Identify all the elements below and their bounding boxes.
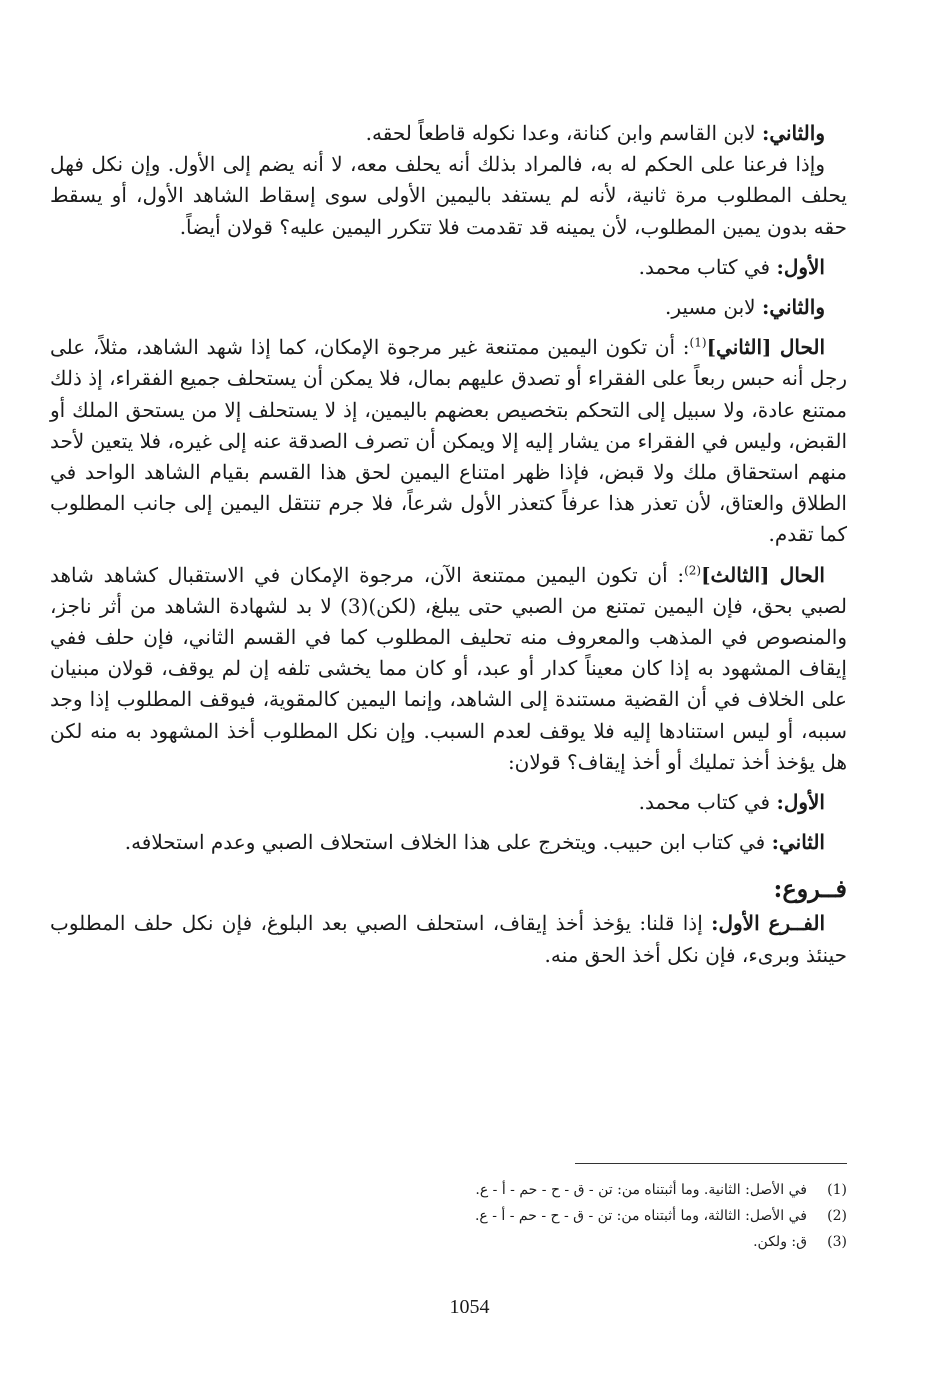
paragraph-lead: الفــرع الأول: <box>711 911 826 936</box>
paragraph-text: في كتاب ابن حبيب. ويتخرج على هذا الخلاف استحلاف الصبي وعدم استحلافه. <box>124 830 772 855</box>
paragraph-text: لابن مسير. <box>665 295 762 320</box>
paragraph-first-branch <box>50 908 847 970</box>
footnote-number: (1) <box>827 1182 847 1198</box>
footnote-ref[interactable]: (1) <box>689 335 707 350</box>
paragraph-first-view-2 <box>50 787 847 818</box>
footnote-divider <box>575 1163 847 1164</box>
footnote-text: في الأصل: الثانية. وما أثبتناه من: تن - ق - ح - حم - أ - ع. <box>475 1182 807 1198</box>
paragraph-text: في كتاب محمد. <box>638 254 777 279</box>
paragraph-second-view-2 <box>50 827 847 858</box>
footnotes <box>50 1177 847 1255</box>
paragraph-text: إذا قلنا: يؤخذ أخذ إيقاف، استحلف الصبي بعد البلوغ، فإن نكل حلف المطلوب حينئذ وبرىء، فإن نكل أخذ الحق منه. <box>50 911 847 967</box>
paragraph-second-opinion <box>50 118 847 149</box>
footnote-number: (3) <box>827 1234 847 1250</box>
footnote-item <box>50 1177 847 1203</box>
footnote-item <box>50 1203 847 1229</box>
paragraph-lead: الحال [الثالث] <box>701 562 825 587</box>
section-heading: فــروع: <box>773 874 847 904</box>
paragraph-lead: الثاني: <box>771 830 825 855</box>
footnote-text: ق: ولكن. <box>753 1234 807 1250</box>
paragraph-second-view <box>50 292 847 323</box>
paragraph-text: وإذا فرعنا على الحكم له به، فالمراد بذلك أنه يحلف معه، لا أنه يضم إلى الأول. وإن نكل فهل يحلف المطلوب مرة ثانية، لأنه لم يستفد باليمين الأولى سوى إسقاط الشاهد الأول، أو يسقط حقه بدون يمين المطلوب، لأن يمينه قد تقدمت فلا تتكرر اليمين عليه؟ قولان أيضاً. <box>50 152 847 239</box>
paragraph-case-three <box>50 560 847 778</box>
paragraph-branching <box>50 149 847 243</box>
paragraph-text: : أن تكون اليمين ممتنعة الآن، مرجوة الإمكان في الاستقبال كشاهد شاهد لصبي بحق، فإن اليمين تمتنع من الصبي حتى يبلغ، (لكن)(3) لا بد لشهادة الشاهد من أثر ناجز، والمنصوص في المذهب والمعروف منه تحليف المطلوب كما في القسم الثاني، فإن حلف ففي إيقاف المشهود به إذا كان معيناً كدار أو عبد، أو كان مما يخشى تلفه إن لم يوقف، قولان مبنيان على الخلاف في أن القضية مستندة إلى الشاهد، وإنما اليمين كالمقوية، فيوقف المطلوب إذا وجد سببه، أو ليس استنادها إليه فلا يوقف لعدم السبب. وإن نكل المطلوب أخذ المشهود به منه لكن هل يؤخذ أخذ تمليك أو أخذ إيقاف؟ قولان: <box>50 562 847 774</box>
footnote-item <box>50 1229 847 1255</box>
paragraph-lead: الأول: <box>776 790 825 815</box>
paragraph-case-two <box>50 332 847 550</box>
page-number: 1054 <box>449 1296 490 1318</box>
paragraph-lead: والثاني: <box>761 295 825 320</box>
footnote-number: (2) <box>827 1208 847 1224</box>
paragraph-text: لابن القاسم وابن كنانة، وعدا نكوله قاطعاً لحقه. <box>365 121 762 145</box>
page-body <box>50 118 847 971</box>
paragraph-text: في كتاب محمد. <box>638 790 777 815</box>
footnote-ref[interactable]: (2) <box>684 562 702 577</box>
paragraph-lead: الحال [الثاني] <box>706 335 826 360</box>
paragraph-first-view <box>50 252 847 283</box>
paragraph-lead: والثاني: <box>761 121 825 145</box>
footnote-text: في الأصل: الثالثة، وما أثبتناه من: تن - ق - ح - حم - أ - ع. <box>474 1208 807 1224</box>
paragraph-lead: الأول: <box>776 254 825 279</box>
paragraph-text: : أن تكون اليمين ممتنعة غير مرجوة الإمكان، كما إذا شهد الشاهد، مثلاً، على رجل أنه حبس ربعاً على الفقراء أو تصدق عليهم بمال، فلا يمكن أن يستحلف جميع الفقراء، إذ ذلك ممتنع عادة، ولا سبيل إلى التحكم بتخصيص بعضهم باليمين، إذ لا يستحلف إلا من يستحق الملك أو القبض، وليس في الفقراء من يشار إليه إلا ويمكن أن تصرف الصدقة عنه إلى غيره، فلا يتعين لأحد منهم استحقاق ملك ولا قبض، فإذا ظهر امتناع اليمين لحق هذا القسم بقيام الشاهد الواحد في الطلاق والعتاق، لأن تعذر هذا عرفاً كتعذر الأول شرعاً، فلا جرم تنتقل اليمين إلى جانب المطلوب كما تقدم. <box>50 335 847 547</box>
